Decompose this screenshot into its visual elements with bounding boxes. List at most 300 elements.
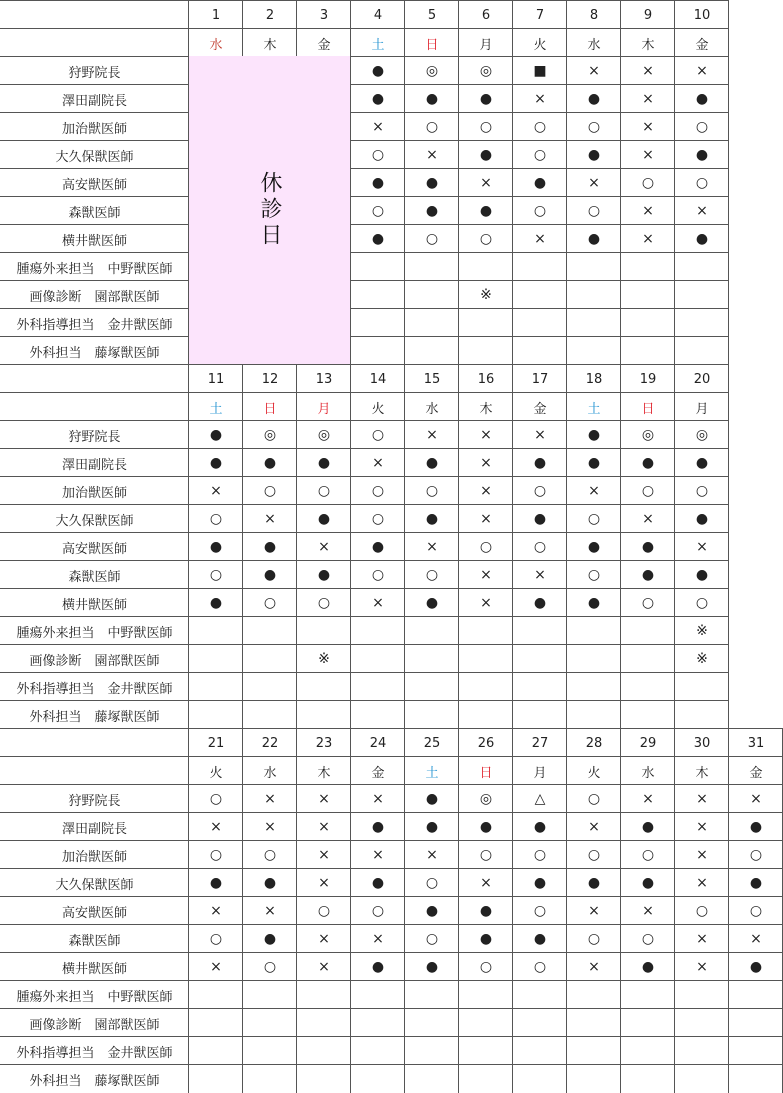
schedule-mark: × — [318, 847, 330, 863]
weekday-label: 木 — [641, 37, 655, 53]
schedule-mark — [621, 673, 675, 701]
schedule-mark: ● — [641, 959, 655, 975]
schedule-mark: ● — [425, 511, 439, 527]
schedule-mark — [189, 617, 243, 645]
schedule-mark — [567, 253, 621, 281]
schedule-mark: ● — [587, 147, 601, 163]
weekday-label: 月 — [479, 37, 493, 53]
schedule-mark: ○ — [641, 175, 655, 191]
schedule-mark — [297, 1065, 351, 1093]
schedule-mark — [189, 1065, 243, 1093]
staff-name: 森獣医師 — [68, 569, 121, 585]
schedule-mark: ● — [641, 567, 655, 583]
weekday-label: 水 — [263, 765, 277, 781]
staff-name: 澤田副院長 — [61, 821, 127, 837]
schedule-mark: ○ — [317, 483, 331, 499]
schedule-mark — [405, 309, 459, 337]
staff-name: 外科指導担当 金井獣医師 — [16, 1045, 173, 1061]
schedule-mark — [729, 1009, 783, 1037]
schedule-mark: ○ — [587, 931, 601, 947]
schedule-mark — [243, 701, 297, 729]
day-number: 7 — [535, 7, 545, 23]
schedule-mark: ● — [425, 595, 439, 611]
schedule-mark: ○ — [641, 595, 655, 611]
schedule-mark: ○ — [317, 595, 331, 611]
schedule-mark: × — [588, 63, 600, 79]
schedule-mark — [459, 1065, 513, 1093]
schedule-mark: ○ — [587, 847, 601, 863]
staff-name: 狩野院長 — [68, 65, 121, 81]
weekday-label: 木 — [479, 401, 493, 417]
schedule-mark — [297, 1037, 351, 1065]
schedule-mark: × — [534, 427, 546, 443]
schedule-mark — [621, 281, 675, 309]
holiday-label: 休診日 — [257, 171, 282, 249]
schedule-mark — [621, 337, 675, 365]
schedule-mark: ○ — [209, 847, 223, 863]
schedule-mark: × — [642, 231, 654, 247]
weekday-label: 土 — [587, 401, 601, 417]
schedule-mark: ○ — [209, 931, 223, 947]
schedule-mark — [513, 645, 567, 673]
schedule-mark: × — [318, 931, 330, 947]
schedule-mark — [621, 1065, 675, 1093]
schedule-mark: ● — [479, 903, 493, 919]
weekday-label: 金 — [533, 401, 547, 417]
staff-name: 加治獣医師 — [61, 121, 127, 137]
schedule-mark — [675, 281, 729, 309]
schedule-mark: ● — [371, 231, 385, 247]
schedule-mark: ● — [641, 539, 655, 555]
schedule-mark: ○ — [371, 147, 385, 163]
schedule-mark — [459, 309, 513, 337]
schedule-mark — [675, 1009, 729, 1037]
schedule-mark — [459, 701, 513, 729]
schedule-mark — [729, 1037, 783, 1065]
schedule-mark: × — [696, 791, 708, 807]
schedule-mark: ● — [695, 511, 709, 527]
schedule-mark — [621, 981, 675, 1009]
schedule-mark: × — [642, 63, 654, 79]
schedule-mark — [459, 253, 513, 281]
staff-name: 画像診断 園部獣医師 — [29, 289, 160, 305]
staff-name: 外科担当 藤塚獣医師 — [29, 709, 160, 725]
schedule-mark: × — [372, 791, 384, 807]
schedule-mark: × — [480, 595, 492, 611]
weekday-label: 水 — [587, 37, 601, 53]
schedule-mark: ※ — [480, 287, 492, 303]
weekday-label: 火 — [209, 765, 223, 781]
schedule-mark: ● — [479, 91, 493, 107]
schedule-mark — [405, 281, 459, 309]
schedule-mark: ● — [479, 931, 493, 947]
schedule-mark: × — [642, 903, 654, 919]
schedule-mark — [189, 1009, 243, 1037]
schedule-mark: ○ — [479, 231, 493, 247]
schedule-mark — [567, 309, 621, 337]
schedule-mark: ※ — [696, 623, 708, 639]
schedule-mark — [513, 337, 567, 365]
schedule-mark — [297, 617, 351, 645]
schedule-mark — [189, 701, 243, 729]
schedule-mark — [351, 673, 405, 701]
schedule-mark: ● — [587, 91, 601, 107]
schedule-mark: △ — [534, 791, 546, 807]
staff-name: 狩野院長 — [68, 429, 121, 445]
schedule-mark: × — [534, 91, 546, 107]
schedule-mark: × — [372, 595, 384, 611]
schedule-mark: × — [750, 931, 762, 947]
schedule-mark — [675, 701, 729, 729]
schedule-mark: ● — [533, 595, 547, 611]
staff-name: 澤田副院長 — [61, 93, 127, 109]
schedule-mark — [513, 673, 567, 701]
day-number: 25 — [423, 735, 441, 751]
day-number: 1 — [211, 7, 221, 23]
schedule-mark: ○ — [479, 539, 493, 555]
schedule-mark: ◎ — [641, 427, 655, 443]
schedule-mark — [297, 981, 351, 1009]
staff-name: 外科指導担当 金井獣医師 — [16, 681, 173, 697]
schedule-mark — [675, 673, 729, 701]
schedule-mark: × — [642, 203, 654, 219]
schedule-mark — [675, 253, 729, 281]
schedule-mark: ● — [533, 931, 547, 947]
schedule-mark: ● — [425, 175, 439, 191]
schedule-mark: ○ — [425, 875, 439, 891]
weekday-label: 木 — [317, 765, 331, 781]
staff-name: 外科指導担当 金井獣医師 — [16, 317, 173, 333]
schedule-mark — [621, 1037, 675, 1065]
schedule-mark: ○ — [641, 483, 655, 499]
schedule-mark — [675, 337, 729, 365]
schedule-mark: ● — [371, 175, 385, 191]
staff-name: 大久保獣医師 — [55, 149, 134, 165]
schedule-mark: × — [534, 231, 546, 247]
schedule-mark — [621, 701, 675, 729]
schedule-mark — [243, 1037, 297, 1065]
schedule-mark: ◎ — [317, 427, 331, 443]
staff-name: 森獣医師 — [68, 205, 121, 221]
schedule-mark: ● — [263, 539, 277, 555]
schedule-mark: ※ — [696, 651, 708, 667]
schedule-mark: ○ — [533, 483, 547, 499]
schedule-mark: ○ — [533, 959, 547, 975]
schedule-mark: ● — [425, 819, 439, 835]
schedule-mark — [243, 645, 297, 673]
schedule-mark: ○ — [749, 903, 763, 919]
schedule-mark: ● — [317, 567, 331, 583]
schedule-mark: ● — [263, 875, 277, 891]
schedule-mark: ◎ — [425, 63, 439, 79]
schedule-mark: × — [480, 455, 492, 471]
day-number: 18 — [585, 371, 603, 387]
weekday-label: 土 — [209, 401, 223, 417]
schedule-mark — [567, 1009, 621, 1037]
schedule-mark — [297, 701, 351, 729]
schedule-mark: × — [210, 819, 222, 835]
schedule-mark: ○ — [209, 567, 223, 583]
schedule-mark: × — [372, 119, 384, 135]
schedule-mark — [567, 1037, 621, 1065]
schedule-mark: ■ — [533, 63, 547, 79]
schedule-mark: × — [210, 903, 222, 919]
schedule-mark: ● — [317, 455, 331, 471]
schedule-mark — [351, 337, 405, 365]
weekday-label: 月 — [317, 401, 331, 417]
schedule-mark: ○ — [371, 903, 385, 919]
schedule-mark: ○ — [371, 483, 385, 499]
schedule-mark: ● — [695, 231, 709, 247]
schedule-mark: ● — [371, 539, 385, 555]
staff-name: 横井獣医師 — [61, 961, 127, 977]
schedule-mark — [459, 1037, 513, 1065]
schedule-mark: ○ — [263, 847, 277, 863]
schedule-mark: ● — [587, 455, 601, 471]
schedule-mark: × — [642, 511, 654, 527]
schedule-mark: × — [534, 567, 546, 583]
schedule-mark: × — [318, 875, 330, 891]
day-number: 5 — [427, 7, 437, 23]
schedule-mark: ○ — [533, 119, 547, 135]
weekday-label: 日 — [479, 765, 493, 781]
day-number: 28 — [585, 735, 603, 751]
schedule-mark: ● — [587, 875, 601, 891]
schedule-mark: × — [264, 511, 276, 527]
schedule-mark: ○ — [371, 427, 385, 443]
schedule-mark: ○ — [479, 959, 493, 975]
schedule-mark: ◎ — [479, 63, 493, 79]
weekday-label: 土 — [371, 37, 385, 53]
schedule-mark: × — [588, 819, 600, 835]
schedule-mark — [513, 1065, 567, 1093]
staff-name: 高安獣医師 — [61, 177, 127, 193]
schedule-mark: ● — [371, 959, 385, 975]
schedule-mark — [513, 309, 567, 337]
schedule-mark: ● — [263, 455, 277, 471]
schedule-mark: × — [696, 203, 708, 219]
schedule-mark — [243, 1065, 297, 1093]
schedule-mark: × — [480, 511, 492, 527]
schedule-mark — [459, 673, 513, 701]
weekday-label: 金 — [749, 765, 763, 781]
schedule-mark: ● — [425, 91, 439, 107]
weekday-label: 金 — [317, 37, 331, 53]
schedule-mark — [459, 337, 513, 365]
day-number: 19 — [639, 371, 657, 387]
schedule-mark: ● — [749, 875, 763, 891]
schedule-mark: ● — [641, 819, 655, 835]
schedule-mark — [513, 981, 567, 1009]
schedule-mark: ○ — [533, 903, 547, 919]
schedule-mark — [189, 981, 243, 1009]
schedule-mark: ● — [425, 791, 439, 807]
schedule-mark: ● — [533, 819, 547, 835]
schedule-mark — [297, 673, 351, 701]
weekday-label: 水 — [641, 765, 655, 781]
schedule-mark: ○ — [695, 483, 709, 499]
schedule-mark: ○ — [641, 847, 655, 863]
schedule-mark: ○ — [695, 595, 709, 611]
schedule-mark: ● — [317, 511, 331, 527]
schedule-mark — [351, 701, 405, 729]
staff-name: 腫瘍外来担当 中野獣医師 — [16, 625, 173, 641]
schedule-mark: ● — [587, 539, 601, 555]
schedule-mark: ● — [425, 903, 439, 919]
schedule-mark: ○ — [371, 511, 385, 527]
schedule-mark: ○ — [749, 847, 763, 863]
day-number: 29 — [639, 735, 657, 751]
schedule-mark: ○ — [641, 931, 655, 947]
day-number: 13 — [315, 371, 333, 387]
schedule-mark: × — [642, 791, 654, 807]
schedule-mark: ○ — [695, 119, 709, 135]
day-number: 9 — [643, 7, 653, 23]
day-number: 20 — [693, 371, 711, 387]
schedule-mark: ○ — [317, 903, 331, 919]
weekday-label: 火 — [533, 37, 547, 53]
schedule-mark: ○ — [425, 231, 439, 247]
weekday-label: 木 — [695, 765, 709, 781]
weekday-label: 金 — [695, 37, 709, 53]
schedule-mark: × — [588, 903, 600, 919]
day-number: 3 — [319, 7, 329, 23]
weekday-label: 水 — [425, 401, 439, 417]
schedule-mark: ● — [263, 567, 277, 583]
schedule-mark — [405, 673, 459, 701]
schedule-mark — [351, 617, 405, 645]
schedule-mark — [567, 281, 621, 309]
staff-name: 澤田副院長 — [61, 457, 127, 473]
schedule-mark — [405, 701, 459, 729]
staff-name: 加治獣医師 — [61, 849, 127, 865]
staff-name: 腫瘍外来担当 中野獣医師 — [16, 261, 173, 277]
schedule-mark — [243, 673, 297, 701]
schedule-mark: ● — [263, 931, 277, 947]
schedule-mark — [567, 1065, 621, 1093]
schedule-mark: × — [588, 483, 600, 499]
schedule-mark: × — [696, 63, 708, 79]
schedule-mark: ● — [695, 91, 709, 107]
schedule-mark: × — [426, 147, 438, 163]
schedule-mark — [459, 617, 513, 645]
schedule-mark — [567, 701, 621, 729]
day-number: 15 — [423, 371, 441, 387]
schedule-mark: ● — [209, 455, 223, 471]
day-number: 17 — [531, 371, 549, 387]
schedule-mark: ● — [209, 427, 223, 443]
weekday-label: 金 — [371, 765, 385, 781]
schedule-mark — [189, 673, 243, 701]
day-number: 26 — [477, 735, 495, 751]
schedule-mark — [513, 617, 567, 645]
schedule-mark: × — [264, 903, 276, 919]
schedule-mark: × — [696, 875, 708, 891]
schedule-mark: ○ — [587, 119, 601, 135]
weekday-label: 火 — [371, 401, 385, 417]
schedule-mark: ● — [209, 595, 223, 611]
schedule-mark: × — [318, 959, 330, 975]
schedule-mark: × — [264, 791, 276, 807]
schedule-mark — [567, 617, 621, 645]
schedule-mark: × — [210, 483, 222, 499]
staff-name: 加治獣医師 — [61, 485, 127, 501]
schedule-mark — [351, 645, 405, 673]
schedule-mark: ○ — [587, 203, 601, 219]
schedule-mark — [567, 645, 621, 673]
schedule-mark: × — [426, 847, 438, 863]
schedule-mark: ○ — [425, 119, 439, 135]
schedule-mark — [405, 1065, 459, 1093]
schedule-mark — [243, 617, 297, 645]
schedule-mark: ○ — [371, 567, 385, 583]
schedule-mark: × — [480, 175, 492, 191]
schedule-mark: ● — [587, 595, 601, 611]
schedule-mark — [351, 309, 405, 337]
schedule-mark: ○ — [587, 791, 601, 807]
weekday-label: 日 — [641, 401, 655, 417]
schedule-mark — [189, 1037, 243, 1065]
weekday-label: 月 — [533, 765, 547, 781]
schedule-mark: ○ — [209, 791, 223, 807]
schedule-mark — [513, 1009, 567, 1037]
schedule-mark: ● — [587, 427, 601, 443]
schedule-mark: ● — [425, 959, 439, 975]
schedule-mark: × — [696, 819, 708, 835]
schedule-mark: × — [426, 427, 438, 443]
weekday-label: 火 — [587, 765, 601, 781]
day-number: 22 — [261, 735, 279, 751]
day-number: 27 — [531, 735, 549, 751]
schedule-mark: ○ — [425, 931, 439, 947]
day-number: 12 — [261, 371, 279, 387]
day-number: 30 — [693, 735, 711, 751]
schedule-mark: ○ — [587, 567, 601, 583]
schedule-mark: ○ — [425, 567, 439, 583]
schedule-mark: × — [372, 455, 384, 471]
schedule-mark: ● — [425, 203, 439, 219]
schedule-mark — [351, 981, 405, 1009]
staff-name: 森獣医師 — [68, 933, 121, 949]
schedule-mark — [189, 645, 243, 673]
schedule-mark: × — [696, 931, 708, 947]
schedule-mark — [405, 1037, 459, 1065]
schedule-mark: × — [696, 539, 708, 555]
schedule-mark: × — [588, 175, 600, 191]
schedule-mark — [513, 701, 567, 729]
schedule-mark — [351, 1065, 405, 1093]
schedule-mark: ○ — [425, 483, 439, 499]
schedule-mark: × — [372, 847, 384, 863]
schedule-mark: ○ — [263, 959, 277, 975]
holiday-block — [189, 56, 351, 365]
schedule-mark: ○ — [533, 147, 547, 163]
schedule-mark: ● — [695, 567, 709, 583]
schedule-mark: ○ — [533, 203, 547, 219]
schedule-mark — [567, 337, 621, 365]
schedule-mark: ○ — [479, 847, 493, 863]
schedule-mark: × — [588, 959, 600, 975]
weekday-label: 水 — [209, 37, 223, 53]
schedule-mark: ○ — [695, 903, 709, 919]
schedule-mark — [405, 981, 459, 1009]
schedule-mark: ● — [425, 455, 439, 471]
schedule-mark: ● — [371, 63, 385, 79]
schedule-mark — [513, 1037, 567, 1065]
schedule-mark: × — [480, 567, 492, 583]
schedule-mark: ● — [479, 203, 493, 219]
schedule-mark: ● — [533, 175, 547, 191]
